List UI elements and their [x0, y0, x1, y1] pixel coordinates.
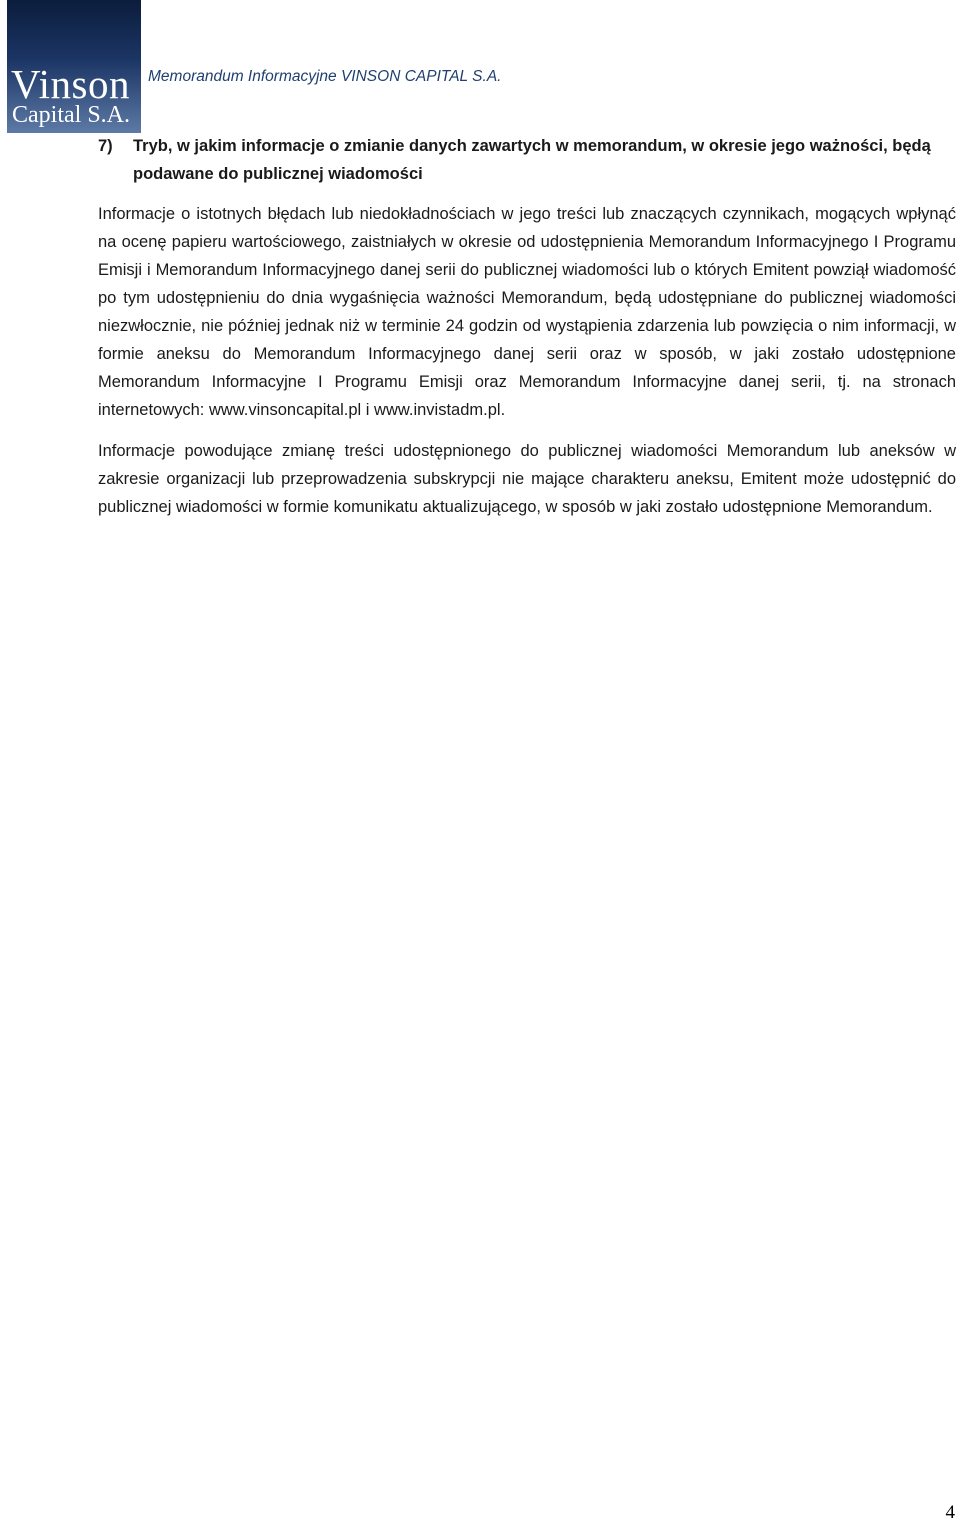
logo-wordmark: Vinson — [11, 61, 130, 107]
paragraph-1: Informacje o istotnych błędach lub niedokładnościach w jego treści lub znaczących czynnikach, mogących wpłynąć na ocenę papieru wartościowego, zaistniałych w okresie od udostępnienia Memorandum Informacyjnego I Programu Emisji i Memorandum Informacyjnego danej serii do publicznej wiadomości lub o których Emitent powziął wiadomość po tym udostępnieniu do dnia wygaśnięcia ważności Memorandum, będą udostępniane do publicznej wiadomości niezwłocznie, nie później jednak niż w terminie 24 godzin od wystąpienia zdarzenia lub powzięcia o nim informacji, w formie aneksu do Memorandum Informacyjnego danej serii oraz w sposób, w jaki zostało udostępnione Memorandum Informacyjne I Programu Emisji oraz Memorandum Informacyjne danej serii, tj. na stronach internetowych: www.vinsoncapital.pl i www.invistadm.pl. — [98, 205, 956, 419]
logo-subtitle: Capital S.A. — [12, 102, 130, 128]
page-number: 4 — [945, 1502, 955, 1523]
section-heading-text: Tryb, w jakim informacje o zmianie danych zawartych w memorandum, w okresie jego ważności, będą podawane do publicznej wiadomości — [133, 137, 931, 183]
running-header-title: Memorandum Informacyjne VINSON CAPITAL S.A. — [148, 68, 502, 85]
section-number: 7) — [98, 137, 113, 155]
paragraph-2: Informacje powodujące zmianę treści udostępnionego do publicznej wiadomości Memorandum lub aneksów w zakresie organizacji lub przeprowadzenia subskrypcji nie mające charakteru aneksu, Emitent może udostępnić do publicznej wiadomości w formie komunikatu aktualizującego, w sposób w jaki zostało udostępnione Memorandum. — [98, 442, 956, 516]
section-7 — [98, 132, 956, 534]
section-heading — [98, 132, 956, 188]
company-logo — [7, 0, 141, 133]
